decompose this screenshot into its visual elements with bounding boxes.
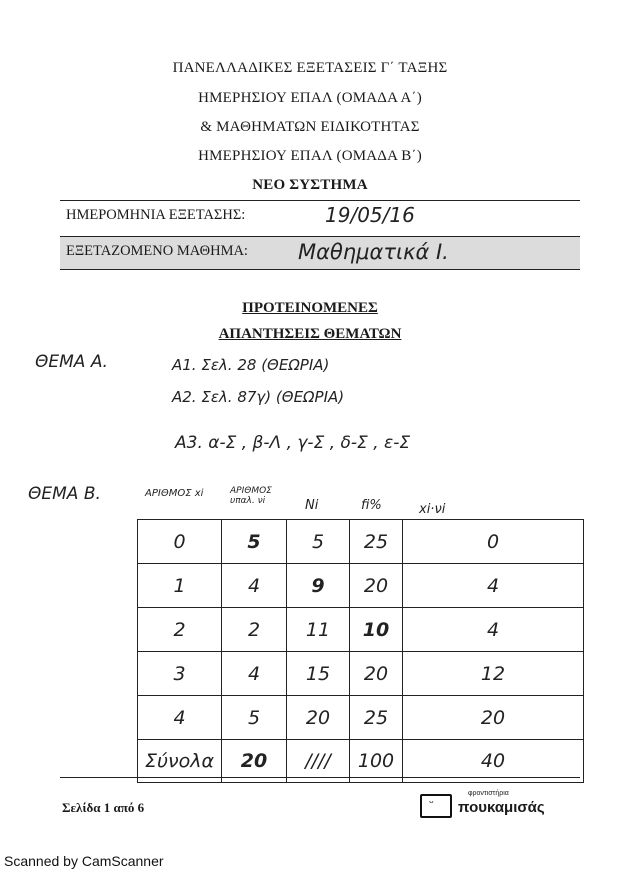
subject-label: ΕΞΕΤΑΖΟΜΕΝΟ ΜΑΘΗΜΑ: (66, 243, 248, 259)
table-cell: 12 (403, 652, 584, 696)
table-cell: 4 (222, 564, 287, 608)
table-cell: 20 (287, 696, 350, 740)
logo-big-text: πουκαμισάς (458, 799, 545, 816)
subject-field (60, 236, 580, 270)
subject-value: Μαθηματικά Ι. (298, 240, 449, 264)
publisher-logo (420, 790, 560, 820)
table-row (138, 520, 584, 564)
header-col-v: ΑΡΙΘΜΟΣ υπαλ. νi (230, 486, 272, 506)
table-cell: 4 (138, 696, 222, 740)
table-row (138, 608, 584, 652)
table-cell: 15 (287, 652, 350, 696)
table-cell: 10 (350, 608, 403, 652)
table-cell: 20 (350, 652, 403, 696)
section-title-line-1: ΠΡΟΤΕΙΝΟΜΕΝΕΣ (242, 300, 378, 316)
table-cell: 9 (287, 564, 350, 608)
table-cell: Σύνολα (138, 740, 222, 783)
footer-divider (60, 777, 580, 778)
table-cell: 4 (222, 652, 287, 696)
table-cell: 5 (222, 696, 287, 740)
frequency-table (137, 519, 584, 783)
header-line-5: ΝΕΟ ΣΥΣΤΗΜΑ (252, 177, 368, 193)
table-cell: 5 (287, 520, 350, 564)
header-col-f: fi% (361, 498, 382, 513)
smiley-box-icon: ᵕ (420, 794, 452, 818)
thema-a-label: ΘΕΜΑ Α. (35, 352, 108, 372)
header-line-2: ΗΜΕΡΗΣΙΟΥ ΕΠΑΛ (ΟΜΑΔΑ Α΄) (198, 90, 422, 106)
header-line-3: & ΜΑΘΗΜΑΤΩΝ ΕΙΔΙΚΟΤΗΤΑΣ (200, 119, 420, 135)
table-row (138, 696, 584, 740)
table-cell: 5 (222, 520, 287, 564)
thema-b-label: ΘΕΜΑ Β. (28, 484, 101, 504)
table-cell: 2 (138, 608, 222, 652)
scanner-watermark: Scanned by CamScanner (4, 853, 164, 869)
date-value: 19/05/16 (325, 203, 415, 227)
logo-small-text: φροντιστήρια (468, 790, 509, 797)
table-row (138, 652, 584, 696)
answer-a2: Α2. Σελ. 87γ) (ΘΕΩΡΙΑ) (172, 388, 345, 406)
header-col-N: Νi (305, 498, 319, 513)
table-cell: 25 (350, 696, 403, 740)
answer-a3: Α3. α-Σ , β-Λ , γ-Σ , δ-Σ , ε-Σ (175, 433, 411, 453)
table-cell: 0 (403, 520, 584, 564)
table-row (138, 564, 584, 608)
table-cell: 20 (350, 564, 403, 608)
table-cell: 3 (138, 652, 222, 696)
header-col-x: ΑΡΙΘΜΟΣ xi (145, 488, 204, 499)
table-cell: 1 (138, 564, 222, 608)
table-header (137, 486, 580, 520)
answer-a1: Α1. Σελ. 28 (ΘΕΩΡΙΑ) (172, 356, 330, 374)
section-title-line-2: ΑΠΑΝΤΗΣΕΙΣ ΘΕΜΑΤΩΝ (218, 326, 402, 342)
table-cell: 4 (403, 564, 584, 608)
header-line-1: ΠΑΝΕΛΛΑΔΙΚΕΣ ΕΞΕΤΑΣΕΙΣ Γ΄ ΤΑΞΗΣ (172, 60, 448, 76)
table-cell: 0 (138, 520, 222, 564)
table-cell: //// (287, 740, 350, 783)
header-line-4: ΗΜΕΡΗΣΙΟΥ ΕΠΑΛ (ΟΜΑΔΑ Β΄) (198, 148, 422, 164)
page-number: Σελίδα 1 από 6 (62, 800, 145, 815)
table-cell: 2 (222, 608, 287, 652)
table-cell: 11 (287, 608, 350, 652)
table-cell: 20 (222, 740, 287, 783)
table-cell: 25 (350, 520, 403, 564)
date-label: ΗΜΕΡΟΜΗΝΙΑ ΕΞΕΤΑΣΗΣ: (66, 207, 246, 223)
header-col-xv: xi·νi (419, 502, 446, 517)
table-cell: 20 (403, 696, 584, 740)
table-cell: 100 (350, 740, 403, 783)
date-field (60, 200, 580, 231)
table-cell: 40 (403, 740, 584, 783)
table-cell: 4 (403, 608, 584, 652)
